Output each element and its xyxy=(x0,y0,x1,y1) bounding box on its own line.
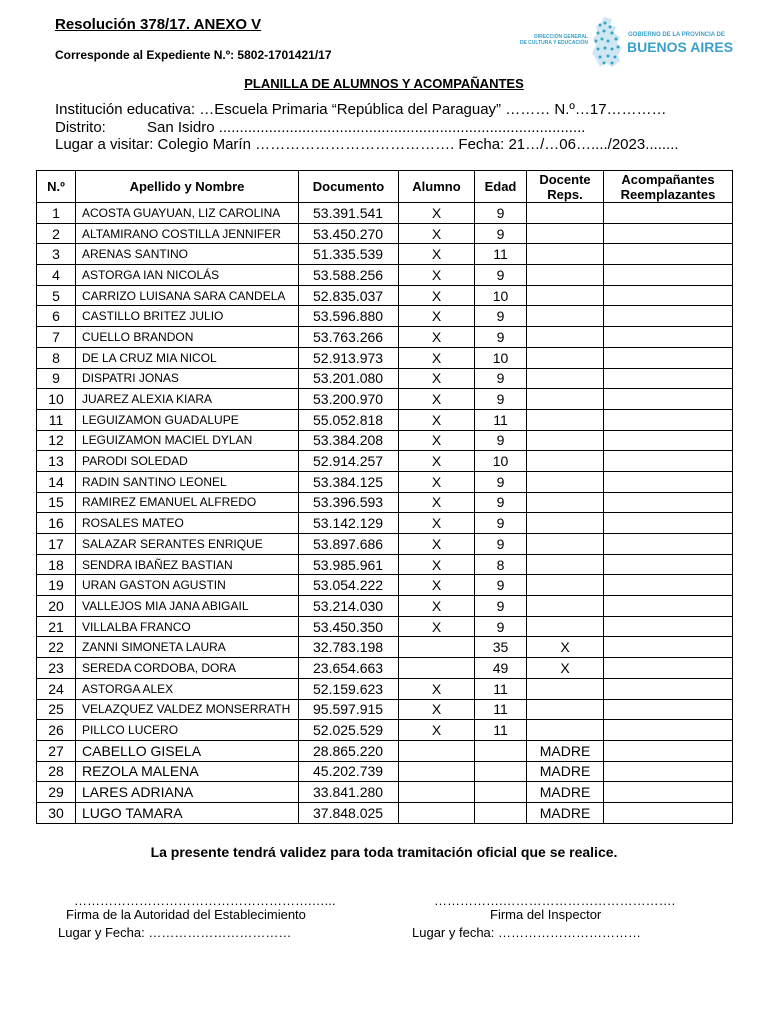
row-acompanante xyxy=(604,285,733,306)
row-alumno xyxy=(399,637,475,658)
row-document: 32.783.198 xyxy=(299,637,399,658)
row-document: 53.450.270 xyxy=(299,223,399,244)
row-edad: 8 xyxy=(475,554,527,575)
row-document: 53.384.208 xyxy=(299,430,399,451)
row-document: 33.841.280 xyxy=(299,782,399,803)
row-acompanante xyxy=(604,430,733,451)
row-docente xyxy=(527,554,604,575)
row-name: DISPATRI JONAS xyxy=(76,368,299,389)
row-name: ASTORGA IAN NICOLÁS xyxy=(76,265,299,286)
row-edad: 9 xyxy=(475,223,527,244)
row-acompanante xyxy=(604,740,733,761)
row-document: 53.391.541 xyxy=(299,203,399,224)
row-number: 9 xyxy=(37,368,76,389)
row-name: ARENAS SANTINO xyxy=(76,244,299,265)
row-document: 53.142.129 xyxy=(299,513,399,534)
row-alumno: X xyxy=(399,285,475,306)
row-acompanante xyxy=(604,699,733,720)
row-number: 26 xyxy=(37,720,76,741)
header-acomp: Acompañantes Reemplazantes xyxy=(604,171,733,203)
row-acompanante xyxy=(604,347,733,368)
table-row xyxy=(37,409,733,430)
row-number: 1 xyxy=(37,203,76,224)
table-row xyxy=(37,327,733,348)
row-number: 7 xyxy=(37,327,76,348)
header-name: Apellido y Nombre xyxy=(76,171,299,203)
row-edad: 9 xyxy=(475,513,527,534)
row-document: 53.450.350 xyxy=(299,616,399,637)
table-row xyxy=(37,740,733,761)
row-alumno xyxy=(399,740,475,761)
sig-left-label: Firma de la Autoridad del Establecimiento xyxy=(66,907,306,922)
row-alumno: X xyxy=(399,554,475,575)
row-edad: 11 xyxy=(475,678,527,699)
row-document: 28.865.220 xyxy=(299,740,399,761)
row-number: 23 xyxy=(37,658,76,679)
row-acompanante xyxy=(604,554,733,575)
row-docente: X xyxy=(527,658,604,679)
row-acompanante xyxy=(604,471,733,492)
table-row xyxy=(37,534,733,555)
row-docente xyxy=(527,699,604,720)
row-edad: 10 xyxy=(475,285,527,306)
row-number: 25 xyxy=(37,699,76,720)
row-alumno: X xyxy=(399,678,475,699)
row-document: 53.897.686 xyxy=(299,534,399,555)
row-docente xyxy=(527,451,604,472)
row-alumno: X xyxy=(399,492,475,513)
row-document: 53.054.222 xyxy=(299,575,399,596)
row-docente xyxy=(527,492,604,513)
row-alumno: X xyxy=(399,451,475,472)
row-acompanante xyxy=(604,782,733,803)
row-docente xyxy=(527,368,604,389)
row-edad xyxy=(475,802,527,823)
row-number: 14 xyxy=(37,471,76,492)
row-edad: 10 xyxy=(475,347,527,368)
row-number: 27 xyxy=(37,740,76,761)
row-edad: 9 xyxy=(475,306,527,327)
row-document: 53.588.256 xyxy=(299,265,399,286)
row-edad: 9 xyxy=(475,575,527,596)
row-alumno: X xyxy=(399,534,475,555)
row-edad: 49 xyxy=(475,658,527,679)
row-docente xyxy=(527,306,604,327)
row-number: 4 xyxy=(37,265,76,286)
row-docente xyxy=(527,223,604,244)
row-number: 24 xyxy=(37,678,76,699)
row-document: 53.396.593 xyxy=(299,492,399,513)
row-name: LARES ADRIANA xyxy=(76,782,299,803)
row-document: 52.914.257 xyxy=(299,451,399,472)
row-docente: MADRE xyxy=(527,802,604,823)
document-title: Resolución 378/17. ANEXO V xyxy=(55,16,262,33)
row-name: REZOLA MALENA xyxy=(76,761,299,782)
row-docente xyxy=(527,596,604,617)
table-row xyxy=(37,492,733,513)
row-alumno: X xyxy=(399,327,475,348)
row-docente xyxy=(527,430,604,451)
distrito-label: Distrito: xyxy=(55,119,106,136)
row-name: VALLEJOS MIA JANA ABIGAIL xyxy=(76,596,299,617)
sig-left-dots: ……………………………………………….…... xyxy=(74,893,336,908)
row-alumno: X xyxy=(399,203,475,224)
row-acompanante xyxy=(604,306,733,327)
row-docente xyxy=(527,534,604,555)
row-number: 16 xyxy=(37,513,76,534)
row-edad: 9 xyxy=(475,430,527,451)
table-row xyxy=(37,306,733,327)
row-alumno: X xyxy=(399,244,475,265)
row-docente xyxy=(527,409,604,430)
row-acompanante xyxy=(604,513,733,534)
row-acompanante xyxy=(604,389,733,410)
table-row xyxy=(37,761,733,782)
row-name: RAMIREZ EMANUEL ALFREDO xyxy=(76,492,299,513)
gobierno-label: GOBIERNO DE LA PROVINCIA DE xyxy=(628,32,725,38)
row-edad: 9 xyxy=(475,471,527,492)
table-row xyxy=(37,699,733,720)
row-docente xyxy=(527,347,604,368)
row-edad: 9 xyxy=(475,389,527,410)
table-row xyxy=(37,389,733,410)
row-name: ALTAMIRANO COSTILLA JENNIFER xyxy=(76,223,299,244)
table-header-row xyxy=(37,171,733,203)
table-row xyxy=(37,802,733,823)
row-number: 11 xyxy=(37,409,76,430)
row-acompanante xyxy=(604,761,733,782)
row-document: 23.654.663 xyxy=(299,658,399,679)
row-docente xyxy=(527,327,604,348)
row-name: CARRIZO LUISANA SARA CANDELA xyxy=(76,285,299,306)
row-document: 53.201.080 xyxy=(299,368,399,389)
table-row xyxy=(37,285,733,306)
row-number: 22 xyxy=(37,637,76,658)
row-acompanante xyxy=(604,244,733,265)
row-number: 2 xyxy=(37,223,76,244)
row-number: 12 xyxy=(37,430,76,451)
planilla-title: PLANILLA DE ALUMNOS Y ACOMPAÑANTES xyxy=(244,76,524,91)
row-document: 52.025.529 xyxy=(299,720,399,741)
row-document: 53.200.970 xyxy=(299,389,399,410)
row-number: 21 xyxy=(37,616,76,637)
table-row xyxy=(37,471,733,492)
row-alumno: X xyxy=(399,471,475,492)
row-number: 10 xyxy=(37,389,76,410)
row-name: SALAZAR SERANTES ENRIQUE xyxy=(76,534,299,555)
row-docente xyxy=(527,513,604,534)
row-alumno: X xyxy=(399,389,475,410)
row-docente xyxy=(527,720,604,741)
province-logo xyxy=(516,14,736,70)
table-row xyxy=(37,720,733,741)
row-name: SEREDA CORDOBA, DORA xyxy=(76,658,299,679)
institucion-line: Institución educativa: …Escuela Primaria “República del Paraguay” ……… N.º…17………… xyxy=(55,101,667,118)
row-acompanante xyxy=(604,492,733,513)
row-alumno: X xyxy=(399,616,475,637)
row-number: 6 xyxy=(37,306,76,327)
row-name: ROSALES MATEO xyxy=(76,513,299,534)
row-docente xyxy=(527,471,604,492)
row-edad: 9 xyxy=(475,534,527,555)
table-row xyxy=(37,637,733,658)
row-edad: 11 xyxy=(475,699,527,720)
row-document: 51.335.539 xyxy=(299,244,399,265)
row-edad xyxy=(475,740,527,761)
table-row xyxy=(37,347,733,368)
row-edad: 9 xyxy=(475,596,527,617)
row-document: 55.052.818 xyxy=(299,409,399,430)
row-number: 19 xyxy=(37,575,76,596)
sig-right-lugar: Lugar y fecha: …………………………… xyxy=(412,925,641,940)
buenos-aires-emblem-icon xyxy=(590,15,626,69)
row-number: 8 xyxy=(37,347,76,368)
row-edad: 9 xyxy=(475,327,527,348)
row-edad: 11 xyxy=(475,244,527,265)
table-row xyxy=(37,678,733,699)
row-alumno xyxy=(399,761,475,782)
table-row xyxy=(37,223,733,244)
table-row xyxy=(37,265,733,286)
row-acompanante xyxy=(604,637,733,658)
row-name: CASTILLO BRITEZ JULIO xyxy=(76,306,299,327)
row-acompanante xyxy=(604,203,733,224)
row-document: 52.159.623 xyxy=(299,678,399,699)
row-edad xyxy=(475,782,527,803)
row-docente: MADRE xyxy=(527,740,604,761)
row-name: ASTORGA ALEX xyxy=(76,678,299,699)
row-acompanante xyxy=(604,802,733,823)
row-document: 45.202.739 xyxy=(299,761,399,782)
lugar-line: Lugar a visitar: Colegio Marín …………………………………. Fecha: 21…/…06…..../2023........ xyxy=(55,136,679,153)
row-acompanante xyxy=(604,596,733,617)
row-alumno: X xyxy=(399,265,475,286)
row-acompanante xyxy=(604,678,733,699)
row-number: 17 xyxy=(37,534,76,555)
distrito-line xyxy=(55,119,585,136)
row-document: 53.214.030 xyxy=(299,596,399,617)
row-number: 20 xyxy=(37,596,76,617)
row-document: 53.384.125 xyxy=(299,471,399,492)
row-docente xyxy=(527,265,604,286)
row-edad: 11 xyxy=(475,720,527,741)
row-edad: 9 xyxy=(475,368,527,389)
row-document: 52.835.037 xyxy=(299,285,399,306)
row-docente: MADRE xyxy=(527,761,604,782)
row-alumno: X xyxy=(399,223,475,244)
row-number: 18 xyxy=(37,554,76,575)
row-name: DE LA CRUZ MIA NICOL xyxy=(76,347,299,368)
row-acompanante xyxy=(604,223,733,244)
row-name: ACOSTA GUAYUAN, LIZ CAROLINA xyxy=(76,203,299,224)
row-alumno xyxy=(399,658,475,679)
row-document: 95.597.915 xyxy=(299,699,399,720)
row-alumno: X xyxy=(399,368,475,389)
table-row xyxy=(37,513,733,534)
buenos-aires-label: BUENOS AIRES xyxy=(627,39,734,55)
sig-right-label: Firma del Inspector xyxy=(490,907,602,922)
expediente-number: Corresponde al Expediente N.º: 5802-1701421/17 xyxy=(55,48,332,62)
row-docente xyxy=(527,285,604,306)
table-row xyxy=(37,616,733,637)
row-number: 13 xyxy=(37,451,76,472)
table-row xyxy=(37,575,733,596)
row-name: PILLCO LUCERO xyxy=(76,720,299,741)
row-edad: 9 xyxy=(475,203,527,224)
students-table xyxy=(36,170,733,824)
row-alumno: X xyxy=(399,430,475,451)
row-docente xyxy=(527,616,604,637)
row-number: 5 xyxy=(37,285,76,306)
header-doc: Documento xyxy=(299,171,399,203)
row-name: CUELLO BRANDON xyxy=(76,327,299,348)
table-row xyxy=(37,658,733,679)
row-name: ZANNI SIMONETA LAURA xyxy=(76,637,299,658)
row-edad: 35 xyxy=(475,637,527,658)
row-document: 37.848.025 xyxy=(299,802,399,823)
row-document: 53.985.961 xyxy=(299,554,399,575)
table-row xyxy=(37,451,733,472)
row-alumno: X xyxy=(399,409,475,430)
row-name: VILLALBA FRANCO xyxy=(76,616,299,637)
table-row xyxy=(37,244,733,265)
row-acompanante xyxy=(604,575,733,596)
row-docente: X xyxy=(527,637,604,658)
row-edad: 9 xyxy=(475,616,527,637)
row-edad: 10 xyxy=(475,451,527,472)
row-acompanante xyxy=(604,720,733,741)
sig-right-dots: …………….…………………………………. xyxy=(434,893,676,908)
row-edad: 9 xyxy=(475,265,527,286)
row-name: JUAREZ ALEXIA KIARA xyxy=(76,389,299,410)
row-alumno: X xyxy=(399,306,475,327)
dgcye-label: DIRECCIÓN GENERAL DE CULTURA Y EDUCACIÓN xyxy=(519,34,588,46)
row-docente: MADRE xyxy=(527,782,604,803)
row-number: 3 xyxy=(37,244,76,265)
row-name: LEGUIZAMON MACIEL DYLAN xyxy=(76,430,299,451)
row-name: PARODI SOLEDAD xyxy=(76,451,299,472)
row-name: VELAZQUEZ VALDEZ MONSERRATH xyxy=(76,699,299,720)
row-number: 28 xyxy=(37,761,76,782)
row-edad: 9 xyxy=(475,492,527,513)
table-row xyxy=(37,782,733,803)
row-number: 30 xyxy=(37,802,76,823)
row-acompanante xyxy=(604,616,733,637)
distrito-value: San Isidro ........................................................................................ xyxy=(147,119,586,136)
table-row xyxy=(37,596,733,617)
row-alumno: X xyxy=(399,513,475,534)
row-document: 53.596.880 xyxy=(299,306,399,327)
header-docente: Docente Reps. xyxy=(527,171,604,203)
row-alumno: X xyxy=(399,575,475,596)
row-alumno: X xyxy=(399,699,475,720)
row-name: URAN GASTON AGUSTIN xyxy=(76,575,299,596)
row-acompanante xyxy=(604,265,733,286)
row-edad xyxy=(475,761,527,782)
sig-left-lugar: Lugar y Fecha: …………………………… xyxy=(58,925,292,940)
table-row xyxy=(37,430,733,451)
row-docente xyxy=(527,575,604,596)
header-num: N.º xyxy=(37,171,76,203)
row-document: 53.763.266 xyxy=(299,327,399,348)
table-row xyxy=(37,554,733,575)
table-row xyxy=(37,368,733,389)
header-edad: Edad xyxy=(475,171,527,203)
row-alumno xyxy=(399,802,475,823)
row-alumno: X xyxy=(399,596,475,617)
table-row xyxy=(37,203,733,224)
row-acompanante xyxy=(604,368,733,389)
row-acompanante xyxy=(604,451,733,472)
row-acompanante xyxy=(604,409,733,430)
row-docente xyxy=(527,244,604,265)
row-alumno: X xyxy=(399,347,475,368)
header-alumno: Alumno xyxy=(399,171,475,203)
row-name: LEGUIZAMON GUADALUPE xyxy=(76,409,299,430)
row-name: LUGO TAMARA xyxy=(76,802,299,823)
row-number: 15 xyxy=(37,492,76,513)
row-alumno: X xyxy=(399,720,475,741)
row-acompanante xyxy=(604,658,733,679)
row-name: CABELLO GISELA xyxy=(76,740,299,761)
row-edad: 11 xyxy=(475,409,527,430)
row-acompanante xyxy=(604,327,733,348)
validez-note: La presente tendrá validez para toda tramitación oficial que se realice. xyxy=(150,844,618,860)
row-acompanante xyxy=(604,534,733,555)
row-document: 52.913.973 xyxy=(299,347,399,368)
row-name: RADIN SANTINO LEONEL xyxy=(76,471,299,492)
row-alumno xyxy=(399,782,475,803)
row-docente xyxy=(527,203,604,224)
row-docente xyxy=(527,389,604,410)
row-docente xyxy=(527,678,604,699)
row-number: 29 xyxy=(37,782,76,803)
row-name: SENDRA IBAÑEZ BASTIAN xyxy=(76,554,299,575)
